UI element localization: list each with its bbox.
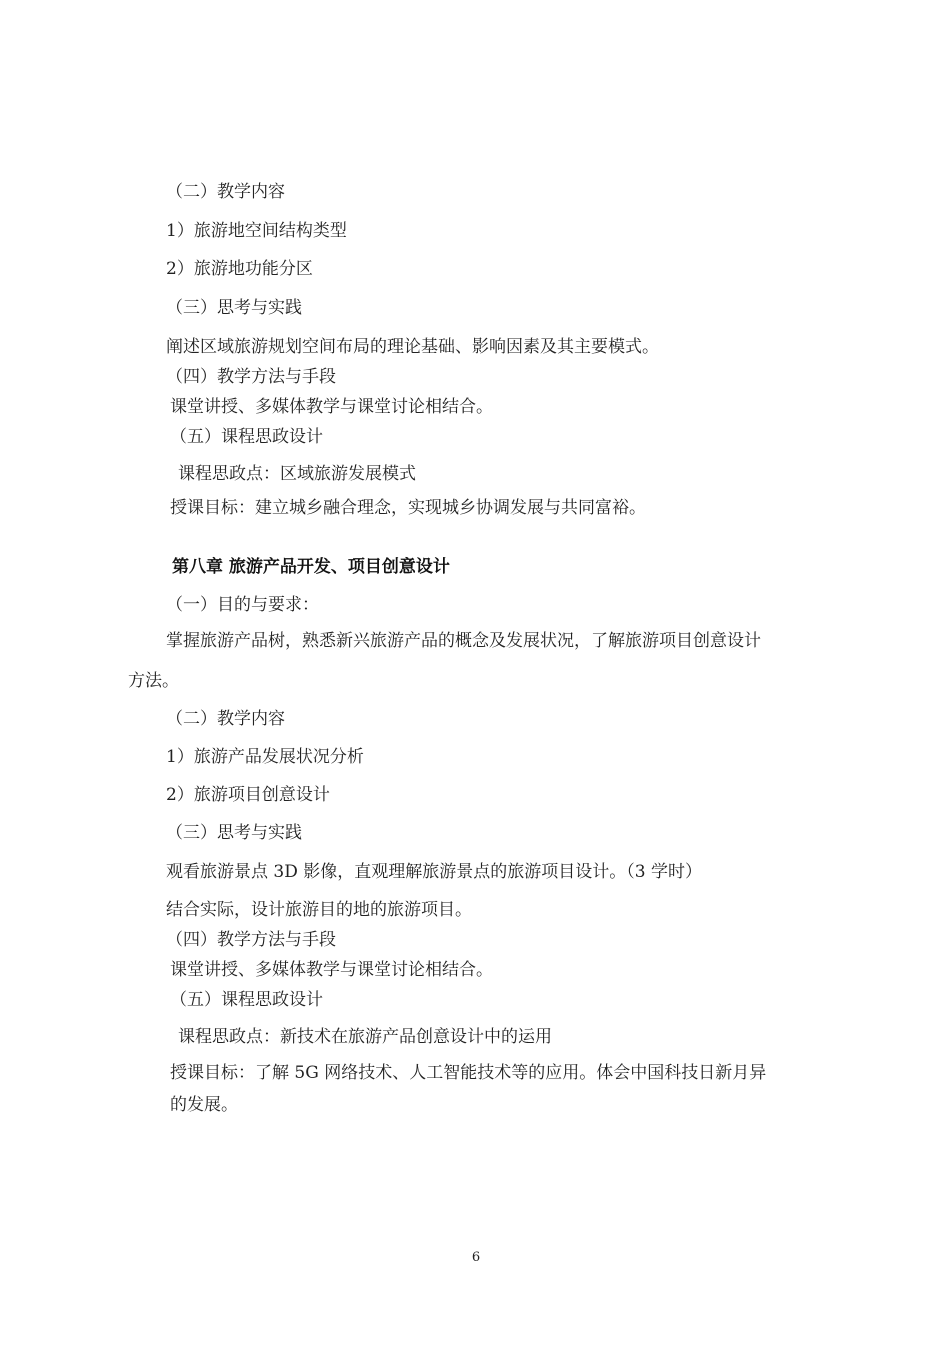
method-heading: （四）教学方法与手段 xyxy=(166,930,336,950)
practice-text: 观看旅游景点 3D 影像，直观理解旅游景点的旅游项目设计。（3 学时） xyxy=(166,862,702,882)
content-item: 1）旅游产品发展状况分析 xyxy=(166,747,364,767)
method-heading: （四）教学方法与手段 xyxy=(166,367,336,387)
practice-text: 结合实际，设计旅游目的地的旅游项目。 xyxy=(166,900,472,920)
content-heading: （二）教学内容 xyxy=(166,182,285,202)
teaching-goal: 授课目标：了解 5G 网络技术、人工智能技术等的应用。体会中国科技日新月异 xyxy=(170,1063,767,1083)
practice-heading: （三）思考与实践 xyxy=(166,823,302,843)
chapter-title: 第八章 旅游产品开发、项目创意设计 xyxy=(172,557,450,577)
content-heading: （二）教学内容 xyxy=(166,709,285,729)
teaching-goal-continuation: 的发展。 xyxy=(170,1095,238,1115)
practice-heading: （三）思考与实践 xyxy=(166,298,302,318)
content-item: 2）旅游地功能分区 xyxy=(166,259,313,279)
practice-text: 阐述区域旅游规划空间布局的理论基础、影响因素及其主要模式。 xyxy=(166,337,659,357)
goal-text: 掌握旅游产品树，熟悉新兴旅游产品的概念及发展状况，了解旅游项目创意设计 xyxy=(166,631,761,651)
ideology-point: 课程思政点：区域旅游发展模式 xyxy=(178,464,416,484)
content-item: 2）旅游项目创意设计 xyxy=(166,785,330,805)
goal-heading: （一）目的与要求： xyxy=(166,595,319,615)
ideology-heading: （五）课程思政设计 xyxy=(170,427,323,447)
method-text: 课堂讲授、多媒体教学与课堂讨论相结合。 xyxy=(170,397,493,417)
teaching-goal: 授课目标：建立城乡融合理念，实现城乡协调发展与共同富裕。 xyxy=(170,498,646,518)
page-number: 6 xyxy=(471,1250,481,1265)
goal-text-continuation: 方法。 xyxy=(128,671,179,691)
ideology-point: 课程思政点：新技术在旅游产品创意设计中的运用 xyxy=(178,1027,552,1047)
content-item: 1）旅游地空间结构类型 xyxy=(166,221,347,241)
method-text: 课堂讲授、多媒体教学与课堂讨论相结合。 xyxy=(170,960,493,980)
ideology-heading: （五）课程思政设计 xyxy=(170,990,323,1010)
